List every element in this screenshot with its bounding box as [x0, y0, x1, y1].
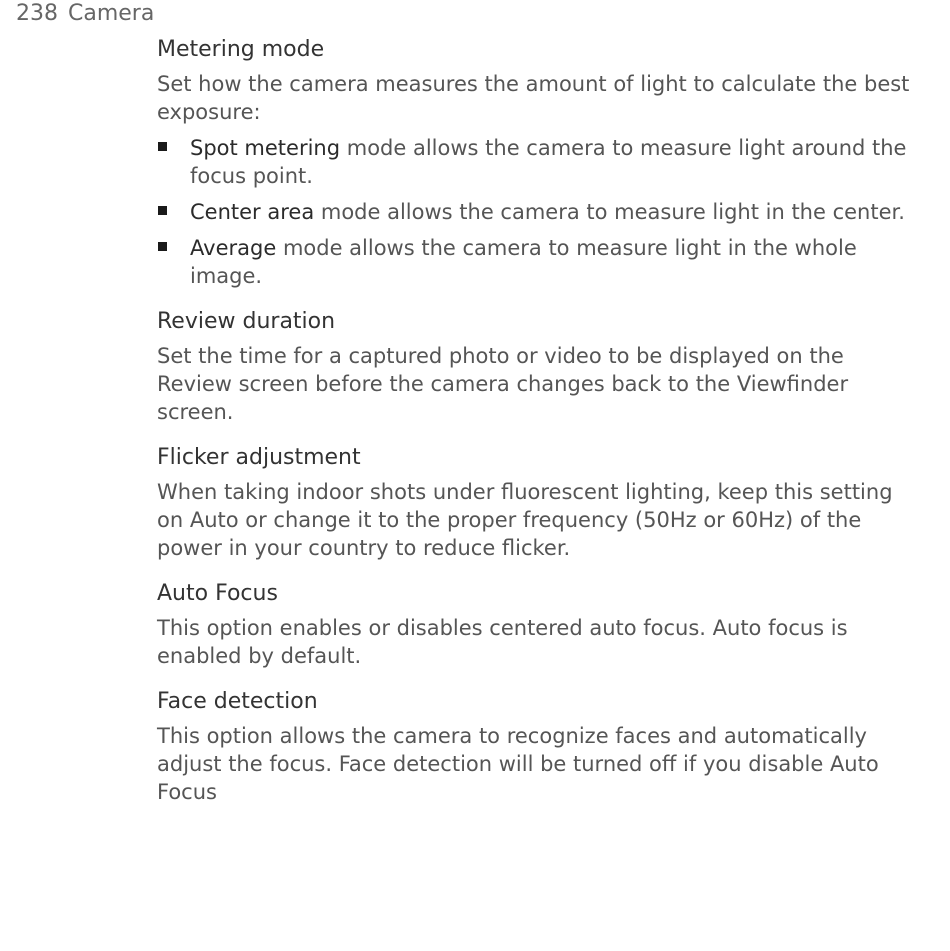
- section-body: When taking indoor shots under fluorescent lighting, keep this setting on Auto or change it to the proper frequency (50Hz or 60Hz) of the power in your country to reduce flicker.: [157, 480, 893, 560]
- page-number: 238: [16, 1, 58, 26]
- bullet-item-center-area: [157, 198, 917, 226]
- bullet-term: Spot metering: [190, 136, 341, 160]
- section-title: Metering mode: [157, 37, 325, 62]
- section-title: Flicker adjustment: [157, 445, 361, 470]
- section-auto-focus: [157, 580, 917, 670]
- bullet-item-average: [157, 234, 917, 290]
- section-title: Auto Focus: [157, 581, 278, 606]
- section-metering-mode: [157, 36, 917, 290]
- square-bullet-icon: [158, 142, 167, 151]
- section-body: Set how the camera measures the amount of light to calculate the best exposure:: [157, 72, 910, 124]
- section-review-duration: [157, 308, 917, 426]
- section-face-detection: [157, 688, 917, 806]
- square-bullet-icon: [158, 242, 167, 251]
- bullet-term: Average: [190, 236, 277, 260]
- section-body: Set the time for a captured photo or video to be displayed on the Review screen before the camera changes back to the Viewfinder screen.: [157, 344, 849, 424]
- chapter-title: Camera: [68, 1, 155, 26]
- bullet-list: [157, 134, 917, 290]
- bullet-term: Center area: [190, 200, 315, 224]
- section-body: This option enables or disables centered auto focus. Auto focus is enabled by default.: [157, 616, 848, 668]
- section-title: Face detection: [157, 689, 318, 714]
- square-bullet-icon: [158, 206, 167, 215]
- bullet-text: mode allows the camera to measure light around the focus point.: [190, 136, 907, 188]
- bullet-text: mode allows the camera to measure light in the whole image.: [190, 236, 857, 288]
- page-header: [16, 0, 154, 28]
- bullet-text: mode allows the camera to measure light in the center.: [320, 200, 905, 224]
- section-title: Review duration: [157, 309, 336, 334]
- section-body: This option allows the camera to recognize faces and automatically adjust the focus. Face detection will be turned off if you disable Auto Focus: [157, 724, 879, 804]
- bullet-item-spot-metering: [157, 134, 917, 190]
- page-content: [157, 36, 917, 824]
- section-flicker-adjustment: [157, 444, 917, 562]
